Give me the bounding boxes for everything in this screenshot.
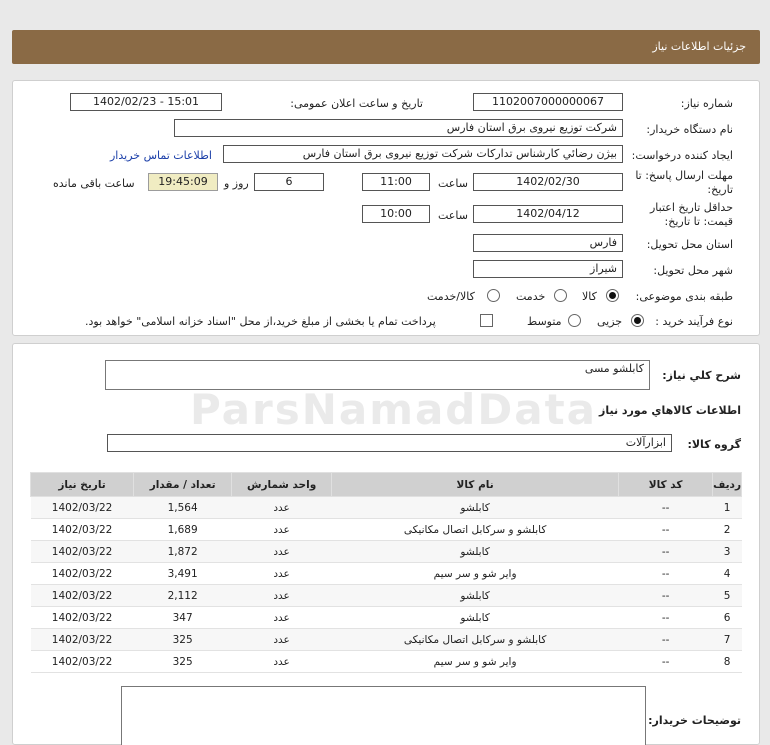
items-table-header <box>31 473 742 497</box>
days-remaining-field: 6 <box>254 173 324 191</box>
days-label: روز و <box>224 177 249 190</box>
validity-date-field: 1402/04/12 <box>473 205 623 223</box>
need-number-label: شماره نیاز: <box>680 97 733 110</box>
treasury-docs-note: پرداخت تمام یا بخشی از مبلغ خرید،از محل "اسناد خزانه اسلامی" خواهد بود. <box>85 315 436 328</box>
qty-cell: 2,112 <box>134 585 232 607</box>
remaining-time-label: ساعت باقی مانده <box>53 177 135 190</box>
col-unit-header: واحد شمارش <box>232 473 332 497</box>
code-cell: -- <box>619 563 713 585</box>
deadline-label-2: تاریخ: <box>707 183 733 196</box>
unit-cell: عدد <box>232 585 332 607</box>
category-goods-radio[interactable] <box>606 289 619 302</box>
code-cell: -- <box>619 541 713 563</box>
row-cell: 4 <box>713 563 742 585</box>
need-number-field: 1102007000000067 <box>473 93 623 111</box>
treasury-docs-checkbox[interactable] <box>480 314 493 327</box>
date-cell: 1402/03/22 <box>31 651 134 673</box>
process-medium-radio[interactable] <box>568 314 581 327</box>
announce-label: تاریخ و ساعت اعلان عمومی: <box>290 97 423 110</box>
summary-label: شرح کلي نياز: <box>662 369 741 382</box>
qty-cell: 3,491 <box>134 563 232 585</box>
name-cell: کابلشو <box>332 585 619 607</box>
validity-time-field: 10:00 <box>362 205 430 223</box>
row-cell: 3 <box>713 541 742 563</box>
page-title: جزئیات اطلاعات نیاز <box>652 40 746 53</box>
name-cell: کابلشو <box>332 541 619 563</box>
unit-cell: عدد <box>232 519 332 541</box>
group-label: گروه کالا: <box>687 438 741 451</box>
process-medium-label: متوسط <box>527 315 562 328</box>
table-row <box>31 607 742 629</box>
row-cell: 1 <box>713 497 742 519</box>
requester-label: ایجاد کننده درخواست: <box>631 149 733 162</box>
requester-field: بیژن رضائي کارشناس تدارکات شرکت توزیع نیروی برق استان فارس <box>223 145 623 163</box>
col-name-header: نام کالا <box>332 473 619 497</box>
group-field: ابزارآلات <box>107 434 672 452</box>
code-cell: -- <box>619 497 713 519</box>
deadline-label: مهلت ارسال پاسخ: تا <box>635 169 733 182</box>
process-label: نوع فرآیند خرید : <box>655 315 733 328</box>
date-cell: 1402/03/22 <box>31 497 134 519</box>
date-cell: 1402/03/22 <box>31 585 134 607</box>
row-cell: 6 <box>713 607 742 629</box>
deadline-time-label: ساعت <box>438 177 468 190</box>
buyer-org-field: شرکت توزیع نیروی برق استان فارس <box>174 119 623 137</box>
qty-cell: 347 <box>134 607 232 629</box>
page-header <box>12 30 760 64</box>
date-cell: 1402/03/22 <box>31 563 134 585</box>
qty-cell: 1,564 <box>134 497 232 519</box>
row-cell: 8 <box>713 651 742 673</box>
code-cell: -- <box>619 585 713 607</box>
date-cell: 1402/03/22 <box>31 629 134 651</box>
remaining-time-field: 19:45:09 <box>148 173 218 191</box>
name-cell: وایر شو و سر سیم <box>332 651 619 673</box>
process-minor-radio[interactable] <box>631 314 644 327</box>
category-label: طبقه بندی موضوعی: <box>635 290 733 303</box>
category-goods-service-label: کالا/خدمت <box>427 290 475 303</box>
city-label: شهر محل تحویل: <box>653 264 733 277</box>
validity-label-2: قیمت: تا تاریخ: <box>664 215 733 228</box>
announce-field: 1402/02/23 - 15:01 <box>70 93 222 111</box>
qty-cell: 1,689 <box>134 519 232 541</box>
code-cell: -- <box>619 629 713 651</box>
unit-cell: عدد <box>232 629 332 651</box>
validity-time-label: ساعت <box>438 209 468 222</box>
code-cell: -- <box>619 519 713 541</box>
process-minor-label: جزیی <box>597 315 623 328</box>
col-date-header: تاریخ نیاز <box>31 473 134 497</box>
unit-cell: عدد <box>232 541 332 563</box>
code-cell: -- <box>619 607 713 629</box>
goods-info-title: اطلاعات کالاهاي مورد نياز <box>599 404 741 417</box>
unit-cell: عدد <box>232 651 332 673</box>
table-row <box>31 519 742 541</box>
buyer-notes-label: توضیحات خریدار: <box>648 714 741 727</box>
category-service-radio[interactable] <box>554 289 567 302</box>
summary-field: کابلشو مسی <box>105 360 650 390</box>
date-cell: 1402/03/22 <box>31 541 134 563</box>
name-cell: کابلشو <box>332 607 619 629</box>
deadline-date-field: 1402/02/30 <box>473 173 623 191</box>
unit-cell: عدد <box>232 607 332 629</box>
items-table <box>30 472 742 673</box>
table-row <box>31 651 742 673</box>
col-qty-header: تعداد / مقدار <box>134 473 232 497</box>
col-code-header: کد کالا <box>619 473 713 497</box>
code-cell: -- <box>619 651 713 673</box>
province-field: فارس <box>473 234 623 252</box>
name-cell: کابلشو و سرکابل اتصال مکانیکی <box>332 519 619 541</box>
unit-cell: عدد <box>232 497 332 519</box>
name-cell: کابلشو <box>332 497 619 519</box>
category-goods-service-radio[interactable] <box>487 289 500 302</box>
table-row <box>31 541 742 563</box>
name-cell: کابلشو و سرکابل اتصال مکانیکی <box>332 629 619 651</box>
row-cell: 2 <box>713 519 742 541</box>
validity-label: حداقل تاریخ اعتبار <box>649 201 733 214</box>
buyer-notes-field <box>121 686 646 745</box>
qty-cell: 1,872 <box>134 541 232 563</box>
table-row <box>31 563 742 585</box>
col-row-header: ردیف <box>713 473 742 497</box>
name-cell: وایر شو و سر سیم <box>332 563 619 585</box>
city-field: شیراز <box>473 260 623 278</box>
need-info-panel <box>12 80 760 336</box>
row-cell: 5 <box>713 585 742 607</box>
watermark: ParsNamadData <box>190 385 597 434</box>
category-goods-label: کالا <box>582 290 597 303</box>
table-row <box>31 585 742 607</box>
buyer-org-label: نام دستگاه خریدار: <box>646 123 733 136</box>
table-row <box>31 629 742 651</box>
qty-cell: 325 <box>134 629 232 651</box>
deadline-time-field: 11:00 <box>362 173 430 191</box>
qty-cell: 325 <box>134 651 232 673</box>
need-details-panel <box>12 343 760 745</box>
unit-cell: عدد <box>232 563 332 585</box>
table-row <box>31 497 742 519</box>
buyer-contact-link[interactable]: اطلاعات تماس خریدار <box>110 149 212 162</box>
province-label: استان محل تحویل: <box>646 238 733 251</box>
date-cell: 1402/03/22 <box>31 607 134 629</box>
date-cell: 1402/03/22 <box>31 519 134 541</box>
category-service-label: خدمت <box>516 290 546 303</box>
row-cell: 7 <box>713 629 742 651</box>
